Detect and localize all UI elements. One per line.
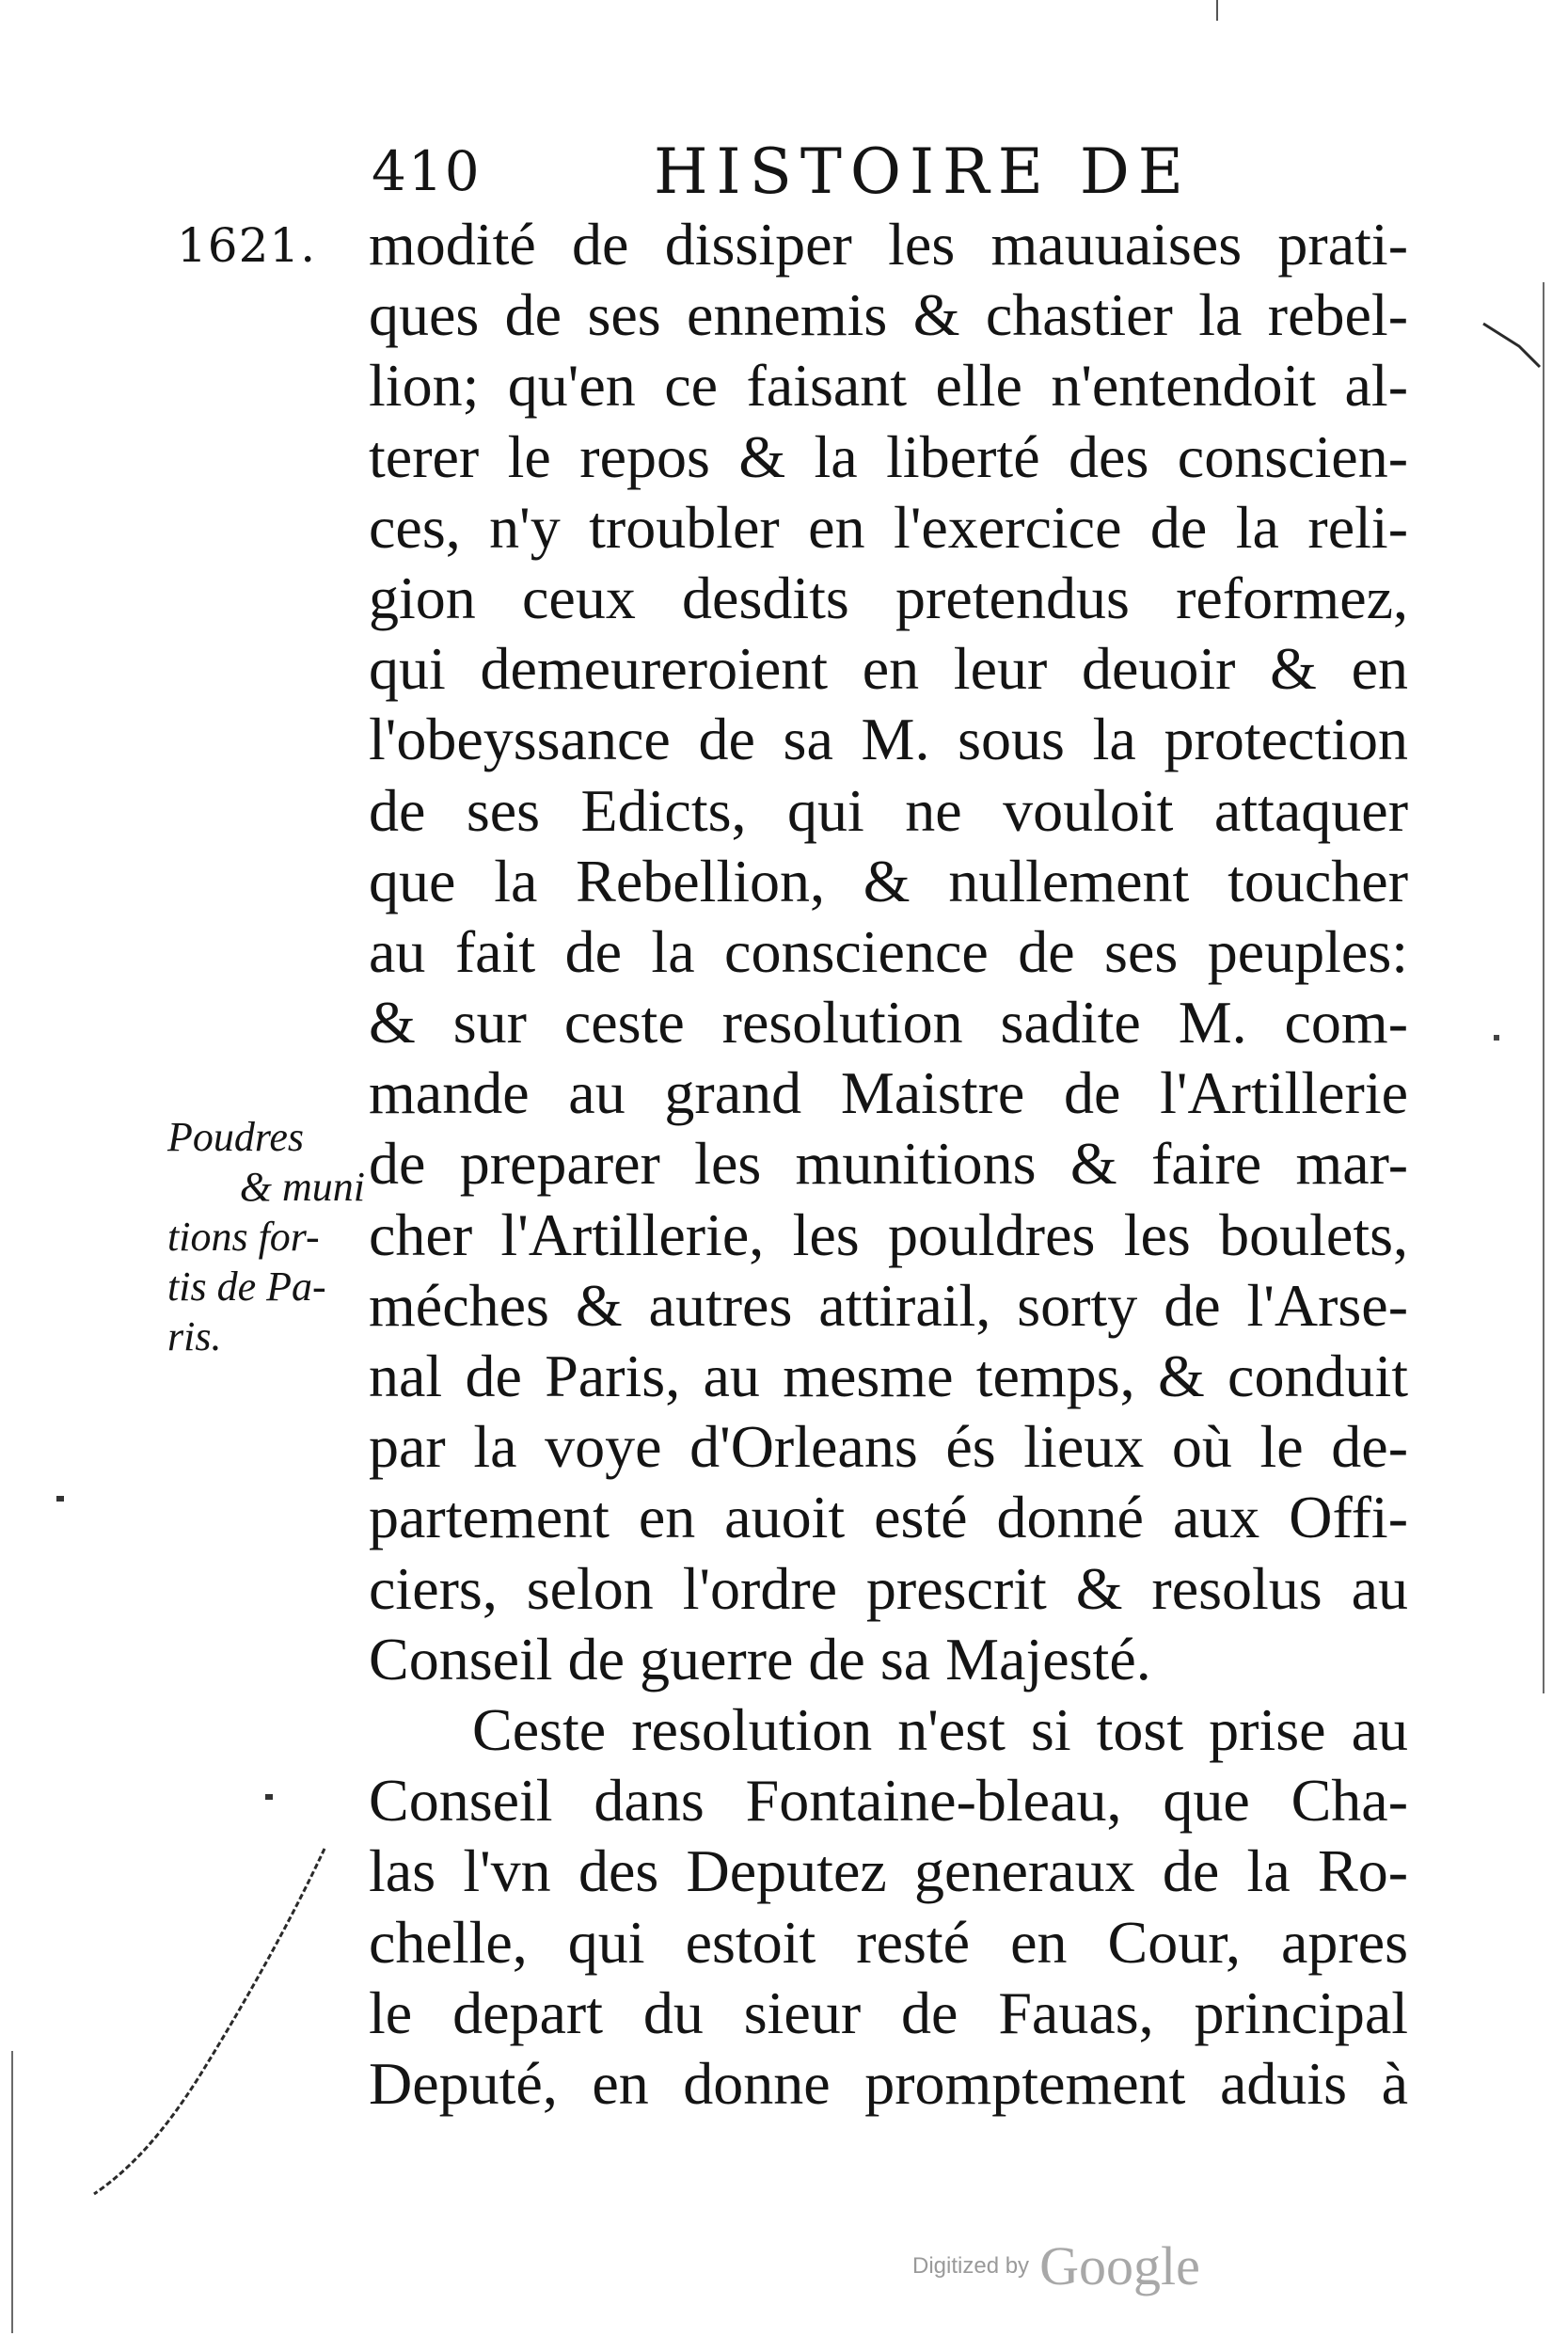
scan-edge-right <box>1543 282 1544 1693</box>
text-line: Conseil de guerre de sa Majesté. <box>369 1625 1151 1692</box>
text-line: chelle, qui estoit resté en Cour, apres <box>369 1908 1408 1976</box>
scan-speck <box>1216 0 1218 21</box>
margin-year: 1621. <box>177 218 317 273</box>
text-line: le depart du sieur de Fauas, principal <box>369 1979 1408 2046</box>
text-line: lion; qu'en ce faisant elle n'entendoit al- <box>369 352 1408 420</box>
margin-note-line: tions for- <box>167 1214 320 1260</box>
text-line: partement en auoit esté donné aux Offi- <box>369 1484 1408 1551</box>
scan-speck <box>56 1496 64 1502</box>
text-line: cher l'Artillerie, les pouldres les boulets, <box>369 1200 1408 1268</box>
text-line: au fait de la conscience de ses peuples: <box>369 917 1408 985</box>
text-line: las l'vn des Deputez generaux de la Ro- <box>369 1837 1408 1905</box>
scan-edge-left <box>11 2051 13 2333</box>
margin-note <box>167 1112 365 1361</box>
text-line: terer le repos & la liberté des conscien- <box>369 422 1408 490</box>
pencil-tick-mark <box>1481 320 1547 376</box>
paragraph-start-line: Ceste resolution n'est si tost prise au <box>472 1695 1408 1763</box>
google-logo: Google <box>1039 2235 1200 2296</box>
body-text <box>369 209 1408 2119</box>
text-line: Conseil dans Fontaine-bleau, que Cha- <box>369 1767 1408 1835</box>
text-line: nal de Paris, au mesme temps, & conduit <box>369 1343 1408 1409</box>
margin-note-line: tis de Pa- <box>167 1263 326 1310</box>
text-line: l'obeyssance de sa M. sous la protection <box>369 706 1408 773</box>
margin-note-line: ris. <box>167 1313 222 1359</box>
page-header <box>372 135 1246 215</box>
text-line: & sur ceste resolution sadite M. com- <box>369 989 1408 1057</box>
text-line: mande au grand Maistre de l'Artillerie <box>369 1059 1408 1127</box>
scan-speck <box>265 1794 273 1800</box>
margin-note-line: & muni <box>239 1164 365 1210</box>
scan-speck <box>1494 1035 1499 1041</box>
text-line: ces, n'y troubler en l'exercice de la reli- <box>369 493 1408 561</box>
text-line: méches & autres attirail, sorty de l'Arse- <box>369 1271 1408 1339</box>
digitized-watermark <box>912 2234 1200 2297</box>
pencil-stroke-mark <box>85 1844 329 2201</box>
text-line: qui demeureroient en leur deuoir & en <box>369 635 1408 703</box>
text-line: que la Rebellion, & nullement toucher <box>369 847 1408 914</box>
text-line: ciers, selon l'ordre prescrit & resolus au <box>369 1554 1408 1622</box>
watermark-prefix: Digitized by <box>912 2252 1030 2279</box>
page-number: 410 <box>372 139 482 203</box>
running-title: HISTOIRE DE <box>654 135 1192 208</box>
text-line: gion ceux desdits pretendus reformez, <box>369 564 1408 631</box>
text-line: Deputé, en donne promptement aduis à <box>369 2049 1408 2117</box>
margin-note-line: Poudres <box>167 1114 305 1160</box>
text-line: modité de dissiper les mauuaises prati- <box>369 211 1408 278</box>
text-line: ques de ses ennemis & chastier la rebel- <box>369 281 1408 349</box>
text-line: par la voye d'Orleans és lieux où le de- <box>369 1413 1408 1481</box>
text-line: de preparer les munitions & faire mar- <box>369 1130 1408 1198</box>
text-line: de ses Edicts, qui ne vouloit attaquer <box>369 776 1408 844</box>
